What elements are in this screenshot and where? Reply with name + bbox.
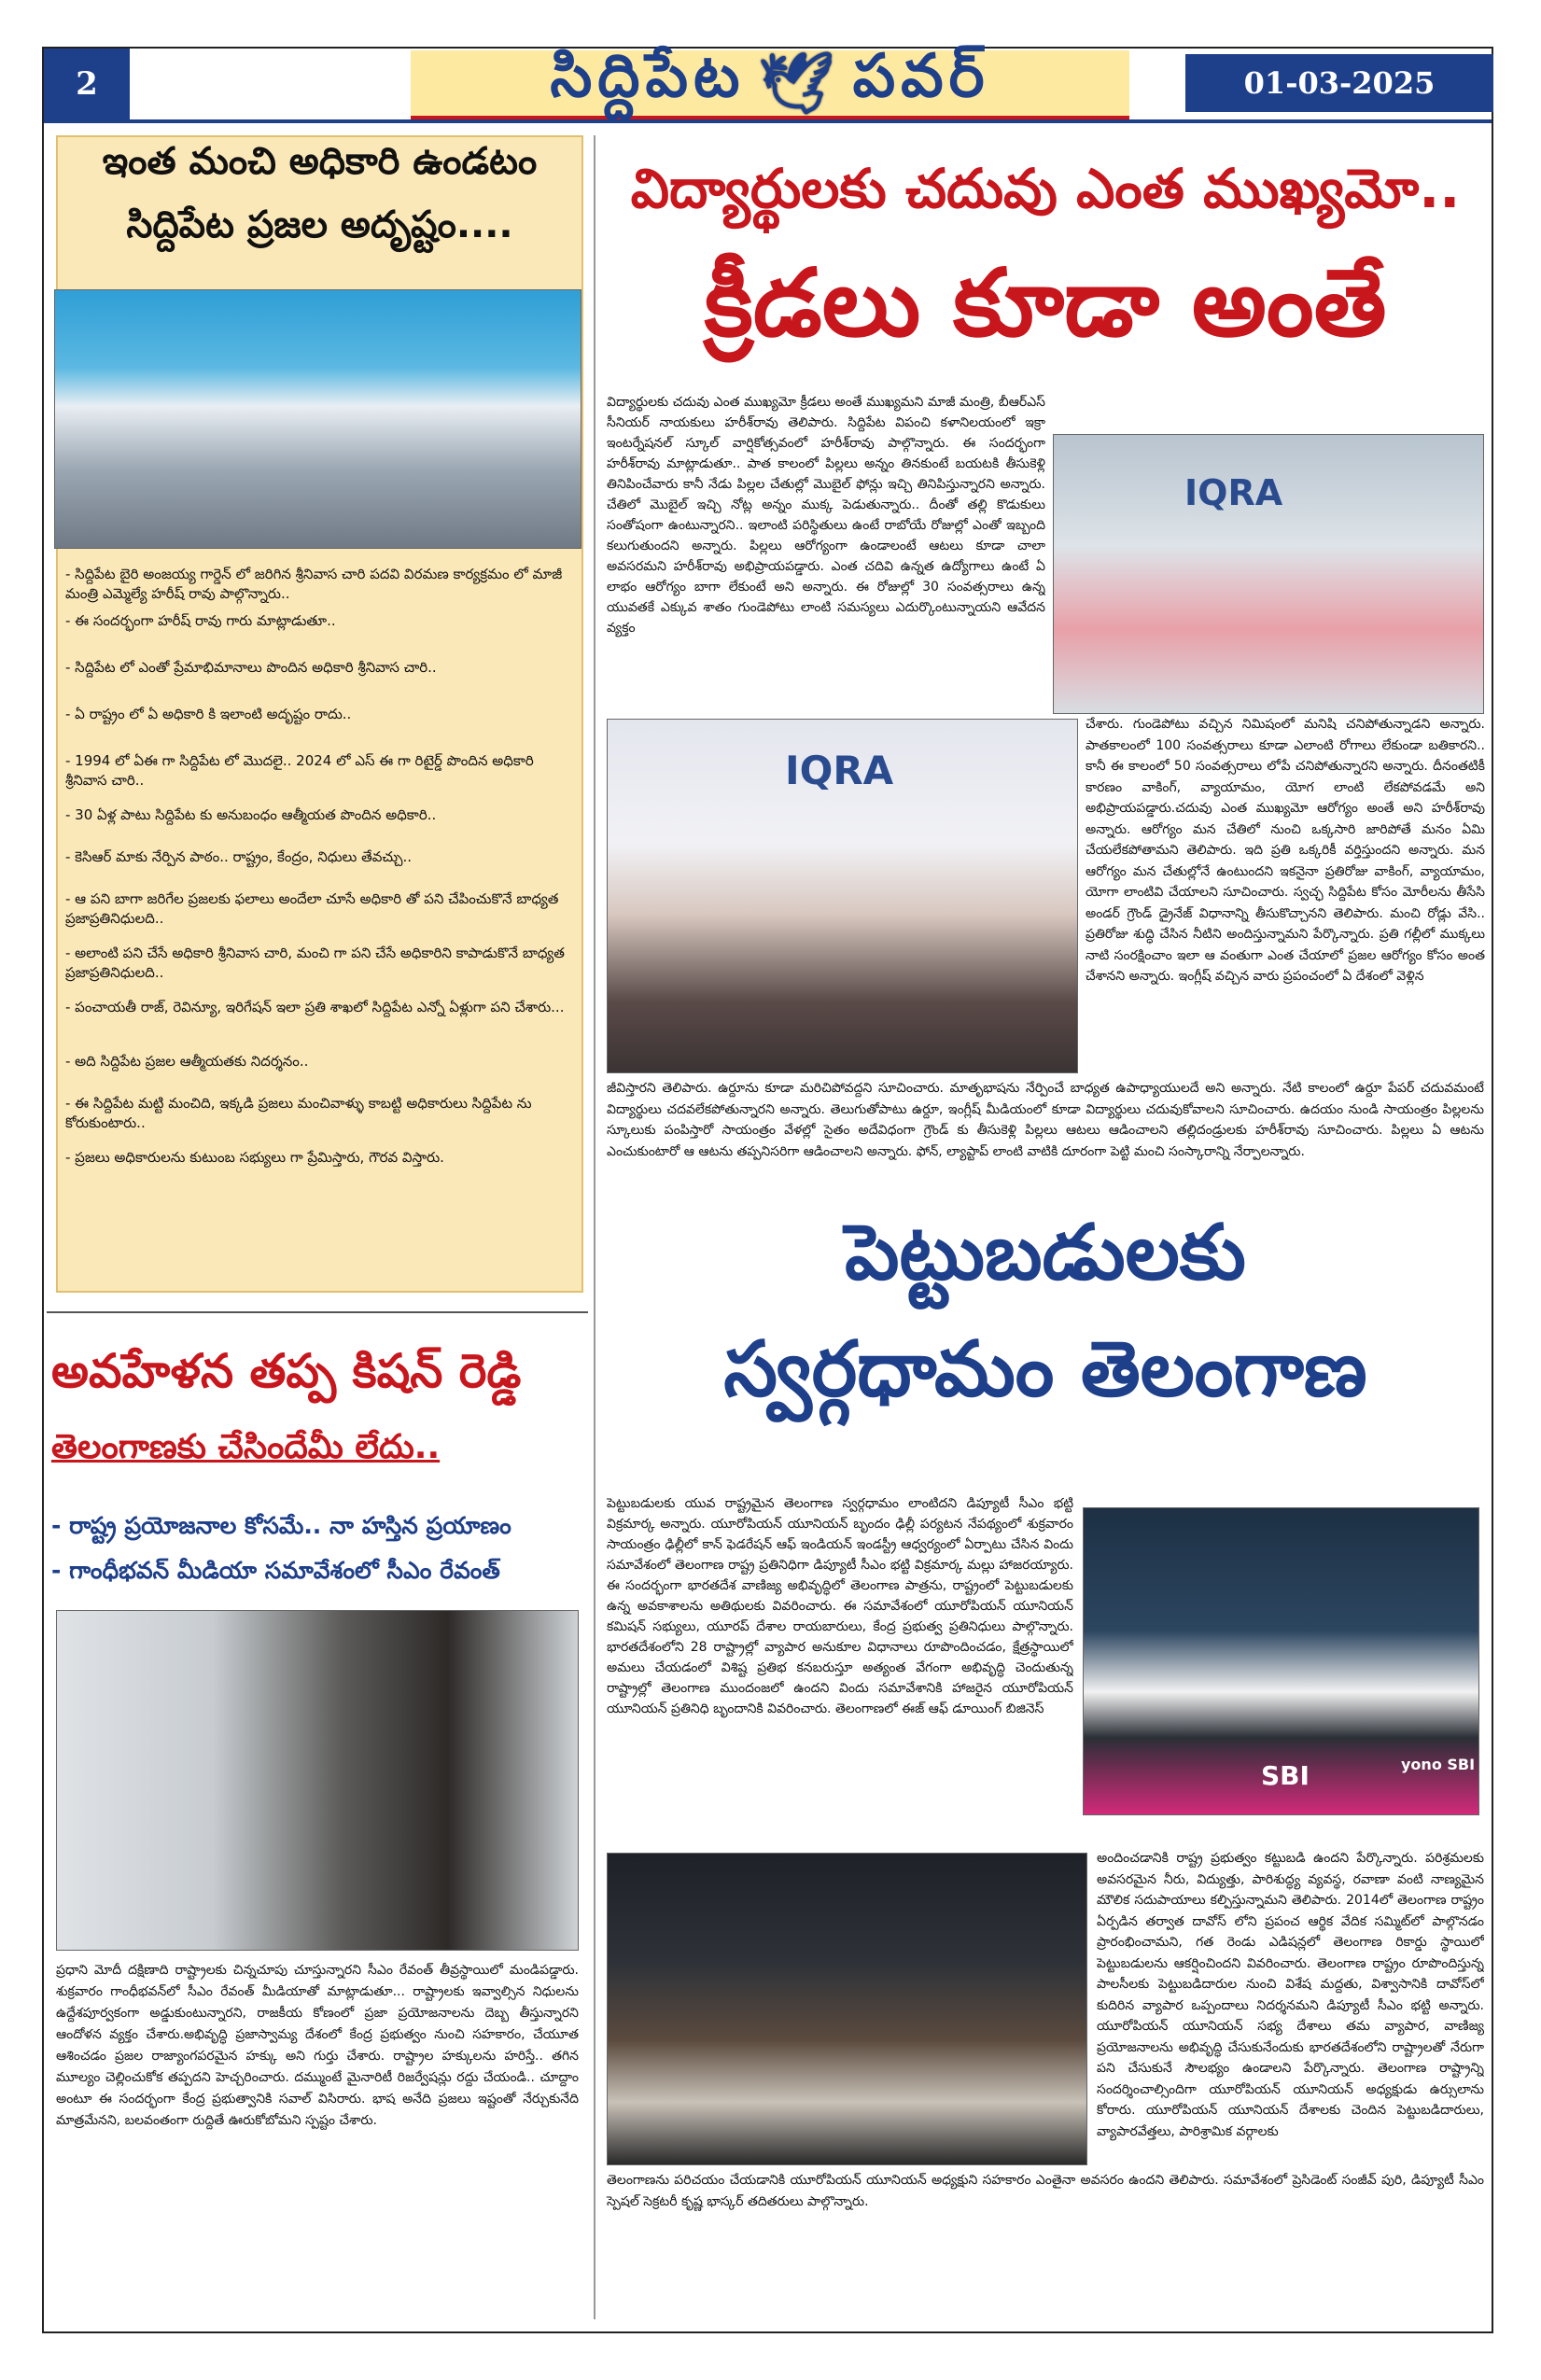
revanth-subhead-2: - గాంధీభవన్ మీడియా సమావేశంలో సీఎం రేవంత్: [51, 1557, 500, 1584]
sports-headline-1: విద్యార్థులకు చదువు ఎంత ముఖ్యమో..: [630, 157, 1461, 220]
revanth-subhead-1: - రాష్ట్ర ప్రయోజనాల కోసమే.. నా హస్తిన ప్రయాణం: [51, 1512, 511, 1539]
sports-article-para-2: చేశారు. గుండెపోటు వచ్చిన నిమిషంలో మనిషి చనిపోతున్నాడని అన్నారు. పాతకాలంలో 100 సంవత్సరాలు కూడా ఎలాంటి రోగాలు లేకుండా బతికారని.. కానీ ఈ కాలంలో 50 సంవత్సరాలు లోపే చనిపోతున్నారని అన్నారు. దీనంతటికీ కారణం వాకింగ్, వ్యాయామం, యోగ లాంటి లేకపోవడమే అని అభిప్రాయపడ్డారు.చదువు ఎంత ముఖ్యమో ఆరోగ్యం అంతే అని హరీశ్‌రావు అన్నారు. ఆరోగ్యం మన చేతిలో నుంచి ఒక్కసారి జారిపోతే మనం ఏమి చేయలేకపోతామని తెలిపారు. ఇది ప్రతి ఒక్కరికీ వర్తిస్తుందని అన్నారు. మన ఆరోగ్యం మన చేతుల్లోనే ఉంటుందని ఇకనైనా ప్రతిరోజు వాకింగ్, వ్యాయామం, యోగా లాంటివి చేయాలని సూచించారు. స్వచ్ఛ సిద్దిపేట కోసం మోరీలను తీసేసి అండర్ గ్రౌండ్ డ్రైనేజ్ విధానాన్ని తీసుకొచ్చానని తెలిపారు. మంచి రోడ్లు వేసి.. ప్రతిరోజు శుద్ధి చేసిన నీటిని అందిస్తున్నామని పేర్కొన్నారు. ప్రతి గల్లీలో ముక్కలు నాటి సంరక్షించాం ఇలా ఆ వంతుగా ఎంత చేయాలో ప్రజల ఆరోగ్యం కోసం అంత చేశానని అన్నారు. ఇంగ్లీష్ వచ్చిన వారు ప్రపంచంలో ఏ దేశంలో వెళ్లిన: [1086, 717, 1485, 984]
iqra-banner: IQRA: [785, 748, 894, 793]
column-divider: [594, 135, 595, 2319]
list-item: - ప్రజలు అధికారులను కుటుంబ సభ్యులు గా ప్రేమిస్తారు, గౌరవ విస్తారు.: [65, 1149, 444, 1166]
list-item: - 30 ఏళ్ల పాటు సిద్దిపేట కు అనుబంధం ఆత్మీయత పొందిన అధికారి..: [65, 806, 437, 823]
list-item: - పంచాయతీ రాజ్, రెవిన్యూ, ఇరిగేషన్ ఇలా ప్రతి శాఖలో సిద్దిపేట ఎన్నో ఏళ్లుగా పని చేశారు...: [65, 999, 565, 1015]
list-item: - ఈ సందర్భంగా హరీష్ రావు గారు మాట్లాడుతూ..: [65, 612, 336, 629]
list-item: - ఈ సిద్దిపేట మట్టి మంచిది, ఇక్కడి ప్రజలు మంచివాళ్ళు కాబట్టి అధికారులు సిద్దిపేట ను కోరుకుంటారు..: [65, 1095, 532, 1131]
list-item: - సిద్దిపేట లో ఎంతో ప్రేమాభిమానాలు పొందిన అధికారి శ్రీనివాస చారి..: [65, 659, 437, 676]
sbi-podium-logo: SBI: [1261, 1760, 1310, 1791]
sports-article-para-1: విద్యార్థులకు చదువు ఎంత ముఖ్యమో క్రీడలు అంతే ముఖ్యమని మాజీ మంత్రి, బీఆర్ఎస్ సీనియర్ నాయకులు హరీశ్‌రావు తెలిపారు. సిద్దిపేట విపంచి కళానిలయంలో ఇక్రా ఇంటర్నేషనల్ స్కూల్ వార్షికోత్సవంలో హరీశ్‌రావు పాల్గొన్నారు. ఈ సందర్భంగా హరీశ్‌రావు మాట్లాడుతూ.. పాత కాలంలో పిల్లలు అన్నం తినకుంటే బయటకి తీసుకెళ్లి తినిపించేవారు కానీ నేడు పిల్లల చేతుల్లో మొబైల్ ఫోన్లు ఇచ్చి తినిపిస్తున్నారని అన్నారు. చేతిలో మొబైల్ ఇచ్చి నోట్ల అన్నం ముక్క పెడుతున్నారు.. దీంతో తల్లి కొడుకులు సంతోషంగా ఉంటున్నారని.. ఇలాంటి పరిస్థితులు ఉంటే రాబోయే రోజుల్లో ఎంతో ఇబ్బంది కలుగుతుందని అన్నారు. పిల్లలు ఆరోగ్యంగా ఉండాలంటే ఆటలు కూడా చాలా అవసరమని హరీశ్‌రావు అభిప్రాయపడ్డారు. ఎంత చదివి ఉన్నత ఉద్యోగాలు ఉంటే ఏ లాభం ఆరోగ్యం బాగా లేకుంటే అని అన్నారు. ఈ రోజుల్లో 30 సంవత్సరాలు ఉన్న యువతకే ఎక్కువ శాతం గుండెపోటు లాంటి సమస్యలు ఎదుర్కొంటున్నాయని ఆవేదన వ్యక్తం: [607, 395, 1045, 636]
list-item: - అలాంటి పని చేసే అధికారి శ్రీనివాస చారి, మంచి గా పని చేసే అధికారిని కాపాడుకొనే బాధ్యత ప్రజాప్రతినిధులది..: [65, 945, 565, 981]
list-item: - ఆ పని బాగా జరిగేల ప్రజలకు ఫలాలు అందేలా చూసే అధికారి తో పని చేపించుకొనే బాధ్యత ప్రజాప్రతినిధులది..: [65, 890, 559, 927]
list-item: - అది సిద్దిపేట ప్రజల ఆత్మీయతకు నిదర్శనం..: [65, 1053, 309, 1070]
investment-article-para-3: తెలంగాణను పరిచయం చేయడానికి యూరోపియన్ యూనియన్ అధ్యక్షుని సహకారం ఎంతైనా అవసరం ఉందని తెలిపారు. సమావేశంలో ప్రెసిడెంట్ సంజీవ్ పురి, డిప్యూటీ సీఎం స్పెషల్ సెక్రటరీ కృష్ణ భాస్కర్ తదితరులు పాల్గొన్నారు.: [607, 2173, 1484, 2209]
bhatti-sbi-photo: [1083, 1507, 1479, 1815]
revanth-article-body: ప్రధాని మోదీ దక్షిణాది రాష్ట్రాలకు చిన్నచూపు చూస్తున్నారని సీఎం రేవంత్ తీవ్రస్థాయిలో మండిపడ్డారు. శుక్రవారం గాంధీభవన్‌లో సీఎం రేవంత్ మీడియాతో మాట్లాడుతూ... రాష్ట్రాలకు ఇవ్వాల్సిన నిధులను ఉద్దేశపూర్వకంగా అడ్డుకుంటున్నారని, రాజకీయ కోణంలో ప్రజా ప్రయోజనాలను దెబ్బ తీస్తున్నారని ఆందోళన వ్యక్తం చేశారు.అభివృద్ధి ప్రజాస్వామ్య దేశంలో కేంద్ర ప్రభుత్వం నుంచి సహకారం, చేయూత ఆశించడం ప్రజల రాజ్యాంగపరమైన హక్కు అని గుర్తు చేశారు. రాష్ట్రాల హక్కులను హరిస్తే.. తగిన మూల్యం చెల్లించుకోక తప్పదని హెచ్చరించారు. దమ్ముంటే మైనారిటీ రిజర్వేషన్లు రద్దు చేయండి.. చూద్దాం అంటూ ఈ సందర్భంగా కేంద్ర ప్రభుత్వానికి సవాల్ విసిరారు. భాష అనేది ప్రజలు ఇష్టంతో నేర్చుకునేది మాత్రమేనని, బలవంతంగా రుద్దితే ఊరుకోబోమని స్పష్టం చేశారు.: [56, 1963, 579, 2128]
revanth-headline-1: అవహేళన తప్ప కిషన్ రెడ్డి: [51, 1344, 522, 1398]
revanth-headline-2: తెలంగాణకు చేసిందేమీ లేదు..: [51, 1428, 441, 1466]
dove-icon: 🕊: [758, 49, 840, 119]
logo-text-left: సిద్దిపేట: [550, 41, 746, 111]
retirement-headline-1: ఇంత మంచి అధికారి ఉండటం: [102, 140, 538, 183]
iqra-sign: IQRA: [1184, 472, 1283, 513]
left-section-divider: [47, 1311, 588, 1313]
retirement-event-photo: [54, 289, 581, 549]
newspaper-logo: [411, 41, 1129, 121]
retirement-bullet-list: [65, 565, 574, 1190]
investment-article-para-1: పెట్టుబడులకు యువ రాష్ట్రమైన తెలంగాణ స్వర్గధామం లాంటిదని డిప్యూటీ సీఎం భట్టి విక్రమార్క అన్నారు. యూరోపియన్ యూనియన్ బృందం ఢిల్లీ పర్యటన నేపథ్యంలో శుక్రవారం సాయంత్రం ఢిల్లీలో కాన్ ఫెడరేషన్ ఆఫ్ ఇండియన్ ఇండస్ట్రీ ఆధ్వర్యంలో ఏర్పాటు చేసిన విందు సమావేశంలో తెలంగాణ రాష్ట్ర ప్రతినిధిగా డిప్యూటీ సీఎం భట్టి విక్రమార్క మల్లు హాజరయ్యారు. ఈ సందర్భంగా భారతదేశ వాణిజ్య అభివృద్ధిలో తెలంగాణ పాత్రను, రాష్ట్రంలో పెట్టుబడులకు ఉన్న అవకాశాలను అతిథులకు వివరించారు. ఈ సమావేశంలో యూరోపియన్ యూనియన్ కమిషన్ సభ్యులు, యూరప్ దేశాల రాయబారులు, కేంద్ర ప్రభుత్వ ప్రతినిధులు పాల్గొన్నారు. భారతదేశంలోని 28 రాష్ట్రాల్లో వ్యాపార అనుకూల విధానాలు రూపొందించడం, క్షేత్రస్థాయిలో అమలు చేయడంలో విశిష్ట ప్రతిభ కనబరుస్తూ అత్యంత వేగంగా అభివృద్ధి చెందుతున్న రాష్ట్రాల్లో తెలంగాణ ముందంజలో ఉందని విందు సమావేశానికి హాజరైన యూరోపియన్ యూనియన్ ప్రతినిధి బృందానికి వివరించారు. తెలంగాణలో ఈజ్ ఆఫ్ డూయింగ్ బిజినెస్: [607, 1496, 1073, 1716]
investment-headline-2: స్వర్గధామం తెలంగాణ: [723, 1325, 1367, 1414]
investment-article-para-2: అందించడానికి రాష్ట్ర ప్రభుత్వం కట్టుబడి ఉందని పేర్కొన్నారు. పరిశ్రమలకు అవసరమైన నీరు, విద్యుత్తు, పారిశుద్ధ్య వ్యవస్థ, రవాణా వంటి నాణ్యమైన మౌలిక సదుపాయాలు కల్పిస్తున్నామని తెలిపారు. 2014లో తెలంగాణ రాష్ట్రం ఏర్పడిన తర్వాత దావోస్ లోని ప్రపంచ ఆర్థిక వేదిక సమ్మిట్‌లో పాల్గొనడం ప్రారంభించామని, గత రెండు ఎడిషన్లలో తెలంగాణ రికార్డు స్థాయిలో పెట్టుబడులను ఆకర్షించిందని వివరించారు. తెలంగాణ రాష్ట్రం రూపొందిస్తున్న పాలసీలకు పెట్టుబడిదారుల నుంచి విశేష మద్దతు, విశ్వాసానికి దావోస్‌లో కుదిరిన వ్యాపార ఒప్పందాలు నిదర్శనమని డిప్యూటీ సీఎం భట్టి అన్నారు. యూరోపియన్ యూనియన్ సభ్య దేశాలు తమ వ్యాపార, వాణిజ్య ప్రయోజనాలను అభివృద్ధి చేసుకునేందుకు భారతదేశంలోని రాష్ట్రాలతో నేరుగా పని చేసుకునే సౌలభ్యం ఉండాలని పేర్కొన్నారు. తెలంగాణ రాష్ట్రాన్ని సందర్శించాల్సిందిగా యూరోపియన్ యూనియన్ అధ్యక్షుడు ఉర్సులాను కోరారు. యూరోపియన్ యూనియన్ దేశాలకు చెందిన పెట్టుబడిదారులు, వ్యాపారవేత్తలు, పారిశ్రామిక వర్గాలకు: [1097, 1851, 1484, 2139]
iqra-school-photo-1: [1053, 434, 1484, 714]
list-item: - సిద్దిపేట బైరి అంజయ్య గార్డెన్ లో జరిగిన శ్రీనివాస చారి పదవి విరమణ కార్యక్రమం లో మాజీ మంత్రి ఎమ్మెల్యే హరీష్ రావు పాల్గొన్నారు..: [65, 566, 563, 602]
logo-text-right: పవర్: [852, 41, 990, 111]
retirement-headline-2: సిద్దిపేట ప్రజల అదృష్టం....: [126, 203, 513, 246]
iqra-school-photo-2: [607, 719, 1078, 1073]
page-number: 2: [44, 49, 130, 119]
sports-article-para-3: జీవిస్తారని తెలిపారు. ఉర్దూను కూడా మరిచిపోవద్దని సూచించారు. మాతృభాషను నేర్పించే బాధ్యత ఉపాధ్యాయులదే అని అన్నారు. నేటి కాలంలో ఉర్దూ పేపర్ చదువమంటే విద్యార్థులు చదవలేకపోతున్నారని అన్నారు. తెలుగుతోపాటు ఉర్దూ, ఇంగ్లీష్ మీడియంలో కూడా విద్యార్థులు చదువుకోవాలని సూచించారు. ఉదయం నుండి సాయంత్రం పిల్లలను స్కూలుకు పంపిస్తారో సాయంత్రం వేళల్లో సైతం అదేవిధంగా గ్రౌండ్ కు తీసుకెళ్లి పిల్లలు ఆటలు ఆడించాలని తల్లిదండ్రులకు హరీశ్‌రావు సూచించారు. పిల్లలు ఏ ఆటను ఎంచుకుంటారో ఆ ఆటను తప్పనిసరిగా ఆడించాలని అన్నారు. ఫోన్, ల్యాప్టాప్ లాంటి వాటికి దూరంగా పెట్టి మంచి సంస్కారాన్ని నేర్పాలన్నారు.: [607, 1081, 1484, 1159]
masthead-rule: [44, 119, 1492, 123]
eu-dinner-photo: [607, 1853, 1087, 2165]
revanth-photo: [56, 1610, 579, 1951]
sports-headline-2: క్రీడలు కూడా అంతే: [704, 248, 1387, 357]
list-item: - ఏ రాష్ట్రం లో ఏ అధికారి కి ఇలాంటి అదృష్టం రాదు..: [65, 706, 352, 722]
investment-headline-1: పెట్టుబడులకు: [845, 1209, 1246, 1297]
yono-logo: yono SBI: [1401, 1756, 1476, 1773]
issue-date: 01-03-2025: [1185, 54, 1493, 112]
list-item: - 1994 లో ఏఈ గా సిద్దిపేట లో మొదలై.. 2024 లో ఎస్ ఈ గా రిటైర్డ్ పొందిన అధికారి శ్రీనివాస చారి..: [65, 752, 534, 789]
list-item: - కెసిఆర్ మాకు నేర్పిన పాఠం.. రాష్ట్రం, కేంద్రం, నిధులు తేవచ్చు..: [65, 848, 412, 865]
